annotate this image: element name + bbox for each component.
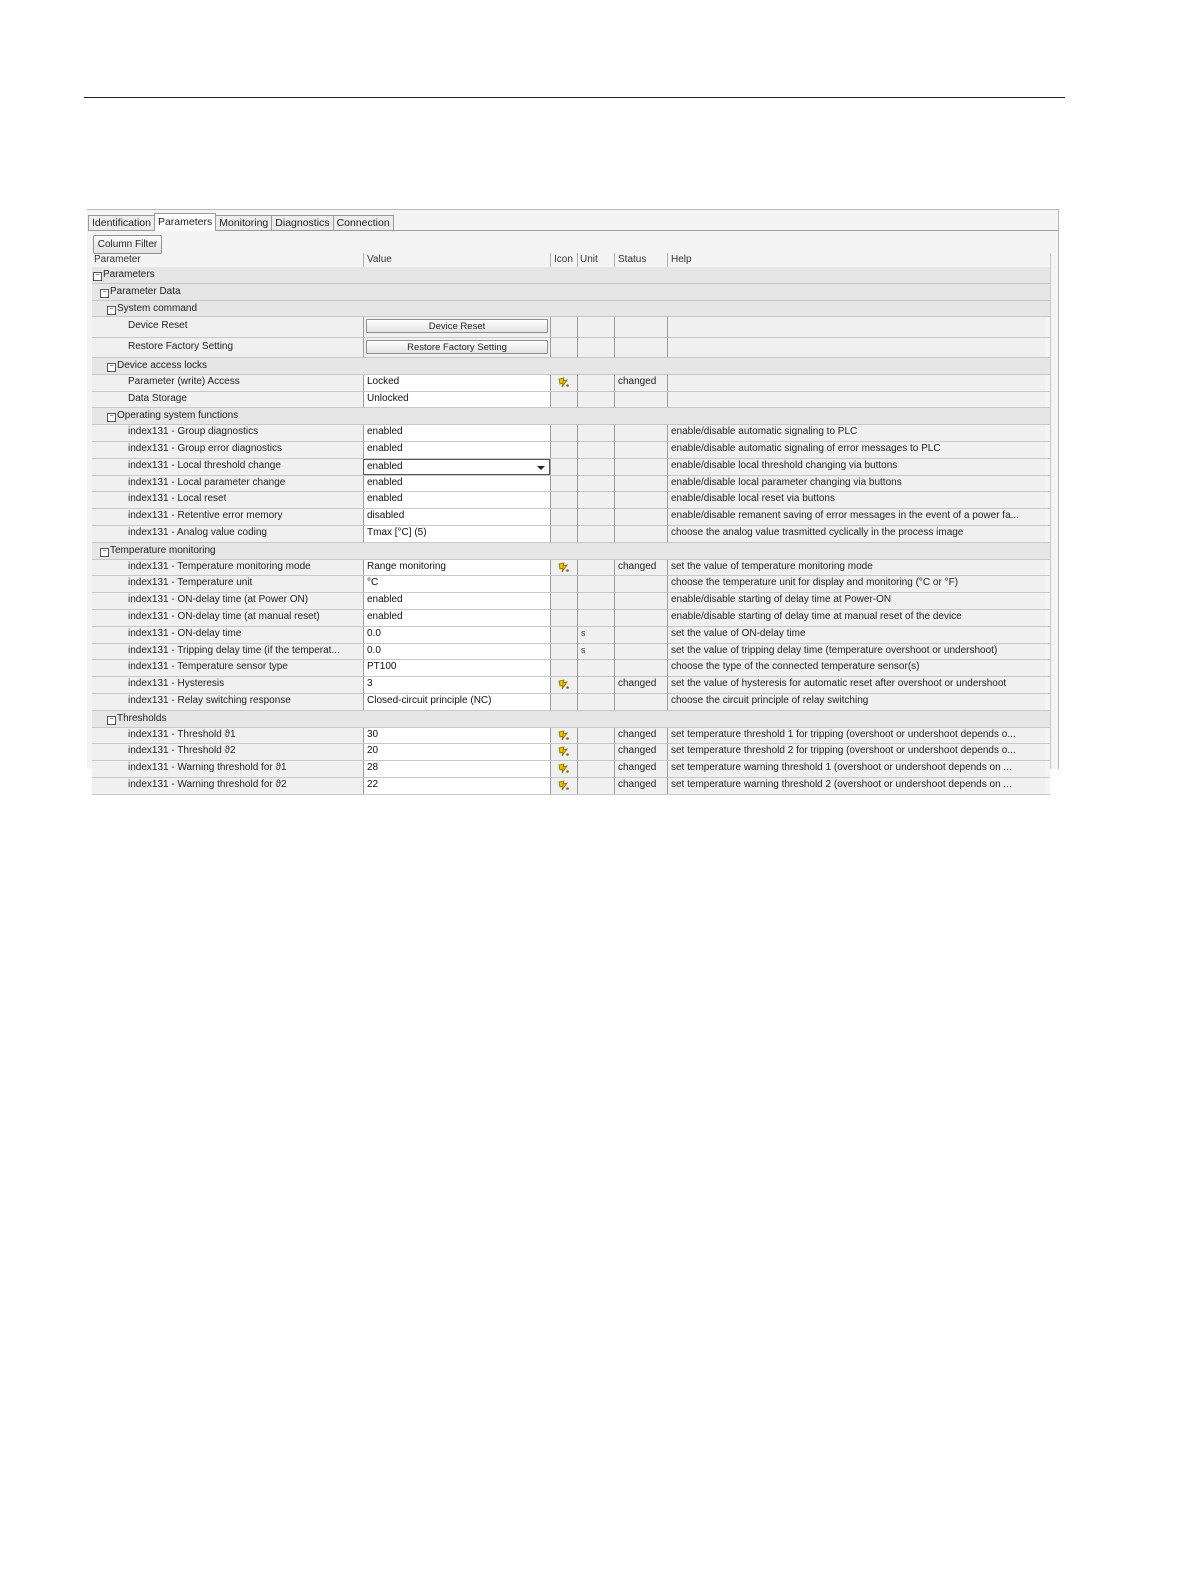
warning-edit-icon bbox=[551, 763, 577, 774]
value-field[interactable] bbox=[363, 610, 550, 626]
group-label bbox=[100, 284, 181, 300]
unit-cell bbox=[577, 593, 614, 609]
help-cell: enable/disable automatic signaling to PLC bbox=[667, 425, 1045, 441]
unit-cell bbox=[577, 425, 614, 441]
help-cell: set temperature warning threshold 2 (overshoot or undershoot depends on ... bbox=[667, 778, 1045, 794]
parameter-row[interactable] bbox=[92, 610, 1050, 627]
parameter-name: index131 - Threshold ϑ1 bbox=[128, 728, 236, 740]
help-cell: set the value of tripping delay time (temperature overshoot or undershoot) bbox=[667, 644, 1045, 660]
restore-factory-setting-button[interactable]: Restore Factory Setting bbox=[366, 340, 548, 354]
warning-edit-icon bbox=[551, 780, 577, 791]
icon-cell bbox=[550, 610, 577, 626]
parameter-name: index131 - ON-delay time (at manual reset) bbox=[128, 610, 320, 622]
value-text: 30 bbox=[367, 728, 379, 740]
parameter-name: index131 - Group error diagnostics bbox=[128, 442, 282, 454]
value-text: 20 bbox=[367, 745, 379, 757]
value-field[interactable] bbox=[363, 677, 550, 693]
status-cell: changed bbox=[614, 744, 667, 760]
group-row-temp[interactable] bbox=[92, 543, 1050, 560]
status-cell bbox=[614, 576, 667, 592]
value-text: enabled bbox=[367, 610, 403, 622]
help-cell: choose the temperature unit for display and monitoring (°C or °F) bbox=[667, 576, 1045, 592]
header-status[interactable]: Status bbox=[618, 254, 647, 265]
help-cell: set temperature threshold 2 for tripping (overshoot or undershoot depends o... bbox=[667, 744, 1045, 760]
unit-cell bbox=[577, 492, 614, 508]
collapse-toggle-icon[interactable]: − bbox=[100, 289, 109, 298]
status-cell bbox=[614, 644, 667, 660]
device-reset-button[interactable]: Device Reset bbox=[366, 319, 548, 333]
header-value[interactable]: Value bbox=[367, 254, 392, 265]
help-cell: enable/disable automatic signaling of error messages to PLC bbox=[667, 442, 1045, 458]
value-text: °C bbox=[367, 577, 379, 589]
parameter-row[interactable] bbox=[92, 778, 1050, 795]
value-text: 28 bbox=[367, 762, 379, 774]
unit-cell bbox=[577, 761, 614, 777]
group-row-thresholds[interactable] bbox=[92, 711, 1050, 728]
status-cell: changed bbox=[614, 375, 667, 391]
parameter-name: index131 - Local parameter change bbox=[128, 476, 286, 488]
help-cell: choose the type of the connected temperature sensor(s) bbox=[667, 660, 1045, 676]
collapse-toggle-icon[interactable]: − bbox=[107, 363, 116, 372]
status-cell bbox=[614, 593, 667, 609]
value-text: 0.0 bbox=[367, 644, 381, 656]
value-field[interactable] bbox=[363, 560, 550, 576]
header-parameter[interactable]: Parameter bbox=[94, 254, 141, 265]
parameter-row[interactable] bbox=[92, 425, 1050, 442]
warning-edit-icon bbox=[551, 377, 577, 388]
status-cell bbox=[614, 509, 667, 525]
help-cell: enable/disable local parameter changing via buttons bbox=[667, 476, 1045, 492]
parameter-row[interactable] bbox=[92, 576, 1050, 593]
parameter-row[interactable] bbox=[92, 509, 1050, 526]
parameter-name: index131 - Temperature unit bbox=[128, 577, 253, 589]
icon-cell bbox=[550, 492, 577, 508]
group-title: System command bbox=[117, 302, 198, 314]
icon-cell bbox=[550, 338, 577, 357]
unit-cell bbox=[577, 744, 614, 760]
icon-cell bbox=[550, 644, 577, 660]
value-field[interactable] bbox=[363, 694, 550, 710]
page-top-rule bbox=[84, 97, 1065, 98]
group-row-system[interactable] bbox=[92, 301, 1050, 318]
unit-cell bbox=[577, 526, 614, 542]
tab-bar bbox=[88, 213, 393, 231]
help-cell: enable/disable starting of delay time at manual reset of the device bbox=[667, 610, 1045, 626]
warning-edit-icon bbox=[551, 730, 577, 741]
unit-cell bbox=[577, 778, 614, 794]
parameter-row[interactable] bbox=[92, 392, 1050, 409]
parameter-name: Device Reset bbox=[128, 320, 188, 332]
value-text: Closed-circuit principle (NC) bbox=[367, 694, 492, 706]
parameter-row[interactable] bbox=[92, 660, 1050, 677]
value-text: enabled bbox=[367, 460, 403, 472]
unit-cell bbox=[577, 560, 614, 576]
icon-cell bbox=[550, 627, 577, 643]
parameter-row[interactable] bbox=[92, 728, 1050, 745]
help-cell: set the value of hysteresis for automatic reset after overshoot or undershoot bbox=[667, 677, 1045, 693]
help-cell: enable/disable local threshold changing via buttons bbox=[667, 459, 1045, 475]
value-text: 22 bbox=[367, 778, 379, 790]
value-text: Unlocked bbox=[367, 392, 409, 404]
unit-cell bbox=[577, 459, 614, 475]
unit-cell bbox=[577, 576, 614, 592]
group-row-osf[interactable] bbox=[92, 408, 1050, 425]
header-divider[interactable] bbox=[577, 253, 578, 267]
group-row-data[interactable] bbox=[92, 284, 1050, 301]
parameter-row[interactable] bbox=[92, 375, 1050, 392]
value-text: disabled bbox=[367, 510, 405, 522]
value-text: enabled bbox=[367, 426, 403, 438]
unit-cell bbox=[577, 677, 614, 693]
status-cell bbox=[614, 392, 667, 408]
grid-header bbox=[92, 253, 1050, 267]
warning-edit-icon bbox=[551, 679, 577, 690]
icon-cell bbox=[550, 677, 577, 693]
unit-cell bbox=[577, 392, 614, 408]
status-cell: changed bbox=[614, 728, 667, 744]
status-cell bbox=[614, 338, 667, 357]
value-field[interactable] bbox=[363, 761, 550, 777]
value-field[interactable] bbox=[363, 660, 550, 676]
group-title: Parameters bbox=[103, 269, 155, 280]
value-field[interactable] bbox=[363, 425, 550, 441]
row-end-gap bbox=[1045, 778, 1050, 794]
header-divider[interactable] bbox=[614, 253, 615, 267]
icon-cell bbox=[550, 509, 577, 525]
help-cell: enable/disable starting of delay time at Power-ON bbox=[667, 593, 1045, 609]
status-cell bbox=[614, 459, 667, 475]
help-cell: set temperature threshold 1 for tripping (overshoot or undershoot depends o... bbox=[667, 728, 1045, 744]
parameter-name: index131 - ON-delay time (at Power ON) bbox=[128, 594, 309, 606]
group-label bbox=[107, 711, 166, 727]
unit-cell bbox=[577, 338, 614, 357]
status-cell bbox=[614, 492, 667, 508]
value-dropdown[interactable] bbox=[363, 459, 550, 475]
icon-cell bbox=[550, 442, 577, 458]
parameter-name: index131 - ON-delay time bbox=[128, 627, 242, 639]
icon-cell bbox=[550, 560, 577, 576]
collapse-toggle-icon[interactable]: − bbox=[100, 548, 109, 557]
tab-connection[interactable]: Connection bbox=[333, 215, 394, 231]
icon-cell bbox=[550, 459, 577, 475]
parameter-name: Data Storage bbox=[128, 392, 187, 404]
value-text: 0.0 bbox=[367, 627, 381, 639]
status-cell bbox=[614, 425, 667, 441]
parameter-row[interactable] bbox=[92, 526, 1050, 543]
icon-cell bbox=[550, 317, 577, 336]
icon-cell bbox=[550, 660, 577, 676]
help-cell: enable/disable remanent saving of error messages in the event of a power fa... bbox=[667, 509, 1045, 525]
group-label bbox=[107, 301, 197, 317]
collapse-toggle-icon[interactable]: − bbox=[107, 716, 116, 725]
parameter-row[interactable] bbox=[92, 644, 1050, 661]
grid-right-edge bbox=[1050, 253, 1051, 769]
value-field[interactable] bbox=[363, 492, 550, 508]
value-field[interactable] bbox=[363, 392, 550, 408]
status-cell bbox=[614, 317, 667, 336]
column-filter-button[interactable]: Column Filter bbox=[93, 235, 162, 254]
value-field[interactable] bbox=[363, 442, 550, 458]
unit-cell bbox=[577, 476, 614, 492]
chevron-down-icon[interactable] bbox=[537, 466, 545, 470]
parameter-row[interactable] bbox=[92, 694, 1050, 711]
status-cell: changed bbox=[614, 761, 667, 777]
group-title: Parameter Data bbox=[110, 285, 181, 297]
icon-cell bbox=[550, 778, 577, 794]
status-cell bbox=[614, 694, 667, 710]
grid-body bbox=[92, 267, 1050, 795]
tab-monitoring[interactable]: Monitoring bbox=[215, 215, 272, 231]
parameter-name: index131 - Relay switching response bbox=[128, 694, 291, 706]
value-field[interactable] bbox=[363, 627, 550, 643]
icon-cell bbox=[550, 392, 577, 408]
value-text: Locked bbox=[367, 375, 400, 387]
status-cell bbox=[614, 660, 667, 676]
parameter-row[interactable] bbox=[92, 442, 1050, 459]
parameter-row[interactable] bbox=[92, 744, 1050, 761]
group-label bbox=[100, 543, 216, 559]
status-cell: changed bbox=[614, 560, 667, 576]
value-text: Tmax [°C] (5) bbox=[367, 526, 427, 538]
value-text: enabled bbox=[367, 476, 403, 488]
value-text: 3 bbox=[367, 678, 373, 690]
unit-cell bbox=[577, 728, 614, 744]
icon-cell bbox=[550, 476, 577, 492]
value-field[interactable] bbox=[363, 509, 550, 525]
status-cell bbox=[614, 442, 667, 458]
parameter-row[interactable] bbox=[92, 476, 1050, 493]
group-row-locks[interactable] bbox=[92, 358, 1050, 375]
help-cell: set the value of ON-delay time bbox=[667, 627, 1045, 643]
value-field[interactable] bbox=[363, 576, 550, 592]
parameter-row[interactable] bbox=[92, 593, 1050, 610]
parameter-row[interactable] bbox=[92, 677, 1050, 694]
icon-cell bbox=[550, 425, 577, 441]
help-cell bbox=[667, 317, 1045, 336]
unit-cell bbox=[577, 509, 614, 525]
icon-cell bbox=[550, 744, 577, 760]
value-text: enabled bbox=[367, 442, 403, 454]
unit-cell bbox=[577, 660, 614, 676]
value-field[interactable] bbox=[363, 526, 550, 542]
group-row-root[interactable] bbox=[92, 267, 1050, 284]
parameter-name: index131 - Temperature monitoring mode bbox=[128, 560, 311, 572]
value-field[interactable] bbox=[363, 476, 550, 492]
group-label bbox=[93, 267, 155, 283]
parameter-editor-window bbox=[87, 209, 1059, 790]
parameter-name: index131 - Analog value coding bbox=[128, 526, 267, 538]
unit-cell bbox=[577, 317, 614, 336]
header-unit[interactable]: Unit bbox=[580, 254, 598, 265]
help-cell: set the value of temperature monitoring mode bbox=[667, 560, 1045, 576]
command-cell bbox=[363, 317, 550, 336]
parameter-name: index131 - Temperature sensor type bbox=[128, 661, 288, 673]
value-text: PT100 bbox=[367, 661, 397, 673]
value-field[interactable] bbox=[363, 728, 550, 744]
value-field[interactable] bbox=[363, 744, 550, 760]
status-cell bbox=[614, 627, 667, 643]
parameter-name: Parameter (write) Access bbox=[128, 375, 240, 387]
group-label bbox=[107, 358, 207, 374]
group-title: Thresholds bbox=[117, 712, 167, 724]
icon-cell bbox=[550, 694, 577, 710]
collapse-toggle-icon[interactable]: − bbox=[93, 272, 102, 281]
value-text: Range monitoring bbox=[367, 560, 446, 572]
value-field[interactable] bbox=[363, 644, 550, 660]
parameter-name: index131 - Local reset bbox=[128, 493, 227, 505]
unit-cell bbox=[577, 694, 614, 710]
parameter-name: index131 - Retentive error memory bbox=[128, 510, 283, 522]
parameter-name: Restore Factory Setting bbox=[128, 340, 234, 352]
collapse-toggle-icon[interactable]: − bbox=[107, 413, 116, 422]
value-field[interactable] bbox=[363, 593, 550, 609]
command-cell bbox=[363, 338, 550, 357]
help-cell bbox=[667, 392, 1045, 408]
parameter-name: index131 - Local threshold change bbox=[128, 459, 281, 471]
tab-divider bbox=[88, 230, 1058, 231]
help-cell: choose the analog value trasmitted cyclically in the process image bbox=[667, 526, 1045, 542]
value-text: enabled bbox=[367, 493, 403, 505]
parameter-row[interactable] bbox=[92, 627, 1050, 644]
icon-cell bbox=[550, 576, 577, 592]
warning-edit-icon bbox=[551, 746, 577, 757]
tab-diagnostics[interactable]: Diagnostics bbox=[271, 215, 333, 231]
parameter-name: index131 - Warning threshold for ϑ1 bbox=[128, 762, 287, 774]
status-cell bbox=[614, 610, 667, 626]
help-cell: set temperature warning threshold 1 (overshoot or undershoot depends on ... bbox=[667, 761, 1045, 777]
tab-parameters[interactable]: Parameters bbox=[154, 213, 216, 231]
value-field[interactable] bbox=[363, 375, 550, 391]
command-row bbox=[92, 317, 1050, 337]
icon-cell bbox=[550, 593, 577, 609]
unit-cell bbox=[577, 375, 614, 391]
header-divider[interactable] bbox=[363, 253, 364, 267]
header-help[interactable]: Help bbox=[671, 254, 692, 265]
help-cell bbox=[667, 338, 1045, 357]
parameter-name: index131 - Hysteresis bbox=[128, 678, 225, 690]
value-text: enabled bbox=[367, 594, 403, 606]
icon-cell bbox=[550, 761, 577, 777]
group-title: Temperature monitoring bbox=[110, 544, 216, 556]
command-row bbox=[92, 338, 1050, 358]
collapse-toggle-icon[interactable]: − bbox=[107, 306, 116, 315]
group-label bbox=[107, 408, 238, 424]
group-title: Device access locks bbox=[117, 359, 208, 371]
unit-cell bbox=[577, 442, 614, 458]
parameter-row[interactable] bbox=[92, 459, 1050, 476]
parameter-row[interactable] bbox=[92, 492, 1050, 509]
header-divider[interactable] bbox=[550, 253, 551, 267]
parameter-name: index131 - Group diagnostics bbox=[128, 426, 259, 438]
icon-cell bbox=[550, 728, 577, 744]
parameter-name: index131 - Warning threshold for ϑ2 bbox=[128, 778, 287, 790]
unit-cell: s bbox=[577, 627, 614, 643]
help-cell bbox=[667, 375, 1045, 391]
help-cell: enable/disable local reset via buttons bbox=[667, 492, 1045, 508]
unit-cell: s bbox=[577, 644, 614, 660]
parameter-name: index131 - Threshold ϑ2 bbox=[128, 745, 236, 757]
value-field[interactable] bbox=[363, 778, 550, 794]
tab-identification[interactable]: Identification bbox=[88, 215, 155, 231]
header-divider[interactable] bbox=[667, 253, 668, 267]
status-cell: changed bbox=[614, 677, 667, 693]
help-cell: choose the circuit principle of relay switching bbox=[667, 694, 1045, 710]
header-icon[interactable]: Icon bbox=[554, 254, 573, 265]
parameter-row[interactable] bbox=[92, 560, 1050, 577]
parameter-row[interactable] bbox=[92, 761, 1050, 778]
icon-cell bbox=[550, 375, 577, 391]
status-cell: changed bbox=[614, 778, 667, 794]
parameter-grid bbox=[92, 253, 1050, 795]
icon-cell bbox=[550, 526, 577, 542]
group-title: Operating system functions bbox=[117, 410, 239, 422]
unit-cell bbox=[577, 610, 614, 626]
warning-edit-icon bbox=[551, 562, 577, 573]
parameter-name: index131 - Tripping delay time (if the temperat... bbox=[128, 644, 340, 656]
status-cell bbox=[614, 476, 667, 492]
status-cell bbox=[614, 526, 667, 542]
